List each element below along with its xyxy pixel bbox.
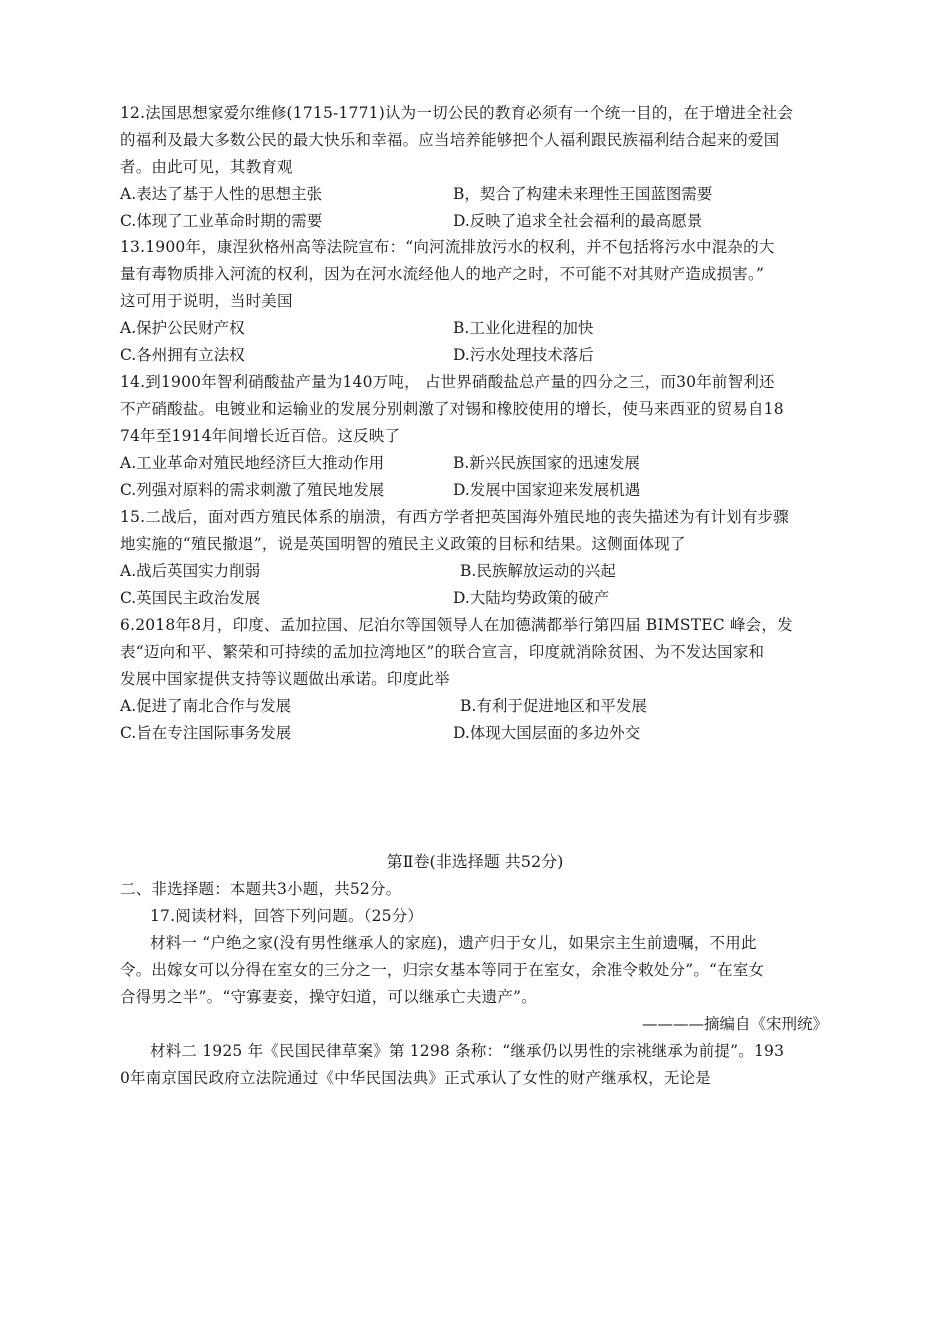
q14-stem-line-2: 不产硝酸盐。电镀业和运输业的发展分别刺激了对锡和橡胶使用的增长，使马来西亚的贸易自18: [120, 400, 784, 418]
q16-option-a: A.促进了南北合作与发展: [120, 697, 292, 715]
q17-heading: 17.阅读材料，回答下列问题。（25分）: [150, 907, 424, 925]
q13-stem-line-2: 量有毒物质排入河流的权利，因为在河水流经他人的地产之时，不可能不对其财产造成损害。”: [120, 265, 765, 283]
q13-option-a: A.保护公民财产权: [120, 319, 245, 337]
q16-stem-line-1: 6.2018年8月，印度、孟加拉国、尼泊尔等国领导人在加德满都举行第四届 BIMSTEC 峰会，发: [120, 616, 793, 634]
q16-option-b: B.有利于促进地区和平发展: [460, 697, 647, 715]
q12-option-a: A.表达了基于人性的思想主张: [120, 185, 323, 203]
q12-option-d: D.反映了追求全社会福利的最高愿景: [453, 212, 703, 230]
q15-stem-line-1: 15.二战后，面对西方殖民体系的崩溃，有西方学者把英国海外殖民地的丧失描述为有计划有步骤: [120, 508, 789, 526]
q16-stem-line-3: 发展中国家提供支持等议题做出承诺。印度此举: [120, 670, 450, 688]
material2-line-2: 0年南京国民政府立法院通过《中华民国法典》正式承认了女性的财产继承权，无论是: [120, 1069, 711, 1087]
q12-stem-line-3: 者。由此可见，其教育观: [120, 158, 293, 176]
q14-option-c: C.列强对原料的需求刺激了殖民地发展: [120, 481, 385, 499]
q16-option-c: C.旨在专注国际事务发展: [120, 724, 292, 742]
material2-line-1: 材料二 1925 年《民国民律草案》第 1298 条称：“继承仍以男性的宗祧继承为前提”。193: [150, 1042, 785, 1060]
q13-option-c: C.各州拥有立法权: [120, 346, 245, 364]
q15-option-d: D.大陆均势政策的破产: [453, 589, 610, 607]
q15-option-b: B.民族解放运动的兴起: [460, 562, 616, 580]
q15-option-c: C.英国民主政治发展: [120, 589, 261, 607]
material1-line-1: 材料一 “户绝之家(没有男性继承人的家庭)，遗产归于女儿，如果宗主生前遗嘱，不用此: [150, 934, 757, 952]
part2-intro: 二、非选择题：本题共3小题，共52分。: [120, 880, 402, 898]
q14-option-d: D.发展中国家迎来发展机遇: [453, 481, 641, 499]
q16-option-d: D.体现大国层面的多边外交: [453, 724, 641, 742]
material1-line-2: 令。出嫁女可以分得在室女的三分之一，归宗女基本等同于在室女，余准令敕处分”。“在室女: [120, 961, 765, 979]
material1-line-3: 合得男之半”。“守寡妻妾，操守妇道，可以继承亡夫遗产”。: [120, 988, 537, 1006]
q14-stem-line-3: 74年至1914年间增长近百倍。这反映了: [120, 427, 401, 445]
q14-option-a: A.工业革命对殖民地经济巨大推动作用: [120, 454, 385, 472]
q13-stem-line-1: 13.1900年，康涅狄格州高等法院宣布：“向河流排放污水的权利，并不包括将污水中混杂的大: [120, 238, 775, 256]
q12-option-c: C.体现了工业革命时期的需要: [120, 212, 323, 230]
part2-title: 第Ⅱ卷(非选择题 共52分): [386, 852, 564, 871]
q14-option-b: B.新兴民族国家的迅速发展: [453, 454, 640, 472]
q15-option-a: A.战后英国实力削弱: [120, 562, 261, 580]
q13-option-b: B.工业化进程的加快: [453, 319, 594, 337]
q13-option-d: D.污水处理技术落后: [453, 346, 594, 364]
q13-stem-line-3: 这可用于说明，当时美国: [120, 292, 293, 310]
q12-option-b: B，契合了构建未来理性王国蓝图需要: [453, 185, 713, 203]
q14-stem-line-1: 14.到1900年智利硝酸盐产量为140万吨， 占世界硝酸盐总产量的四分之三，而30年前智利还: [120, 373, 775, 391]
q15-stem-line-2: 地实施的“殖民撤退”，说是英国明智的殖民主义政策的目标和结果。这侧面体现了: [120, 535, 686, 553]
material1-source: ————摘编自《宋刑统》: [641, 1015, 828, 1033]
q12-stem-line-2: 的福利及最大多数公民的最大快乐和幸福。应当培养能够把个人福利跟民族福利结合起来的爱国: [120, 131, 780, 149]
q16-stem-line-2: 表“迈向和平、繁荣和可持续的孟加拉湾地区”的联合宣言，印度就消除贫困、为不发达国家和: [120, 643, 765, 661]
q12-stem-line-1: 12.法国思想家爱尔维修(1715-1771)认为一切公民的教育必须有一个统一目的，在于增进全社会: [120, 104, 794, 122]
